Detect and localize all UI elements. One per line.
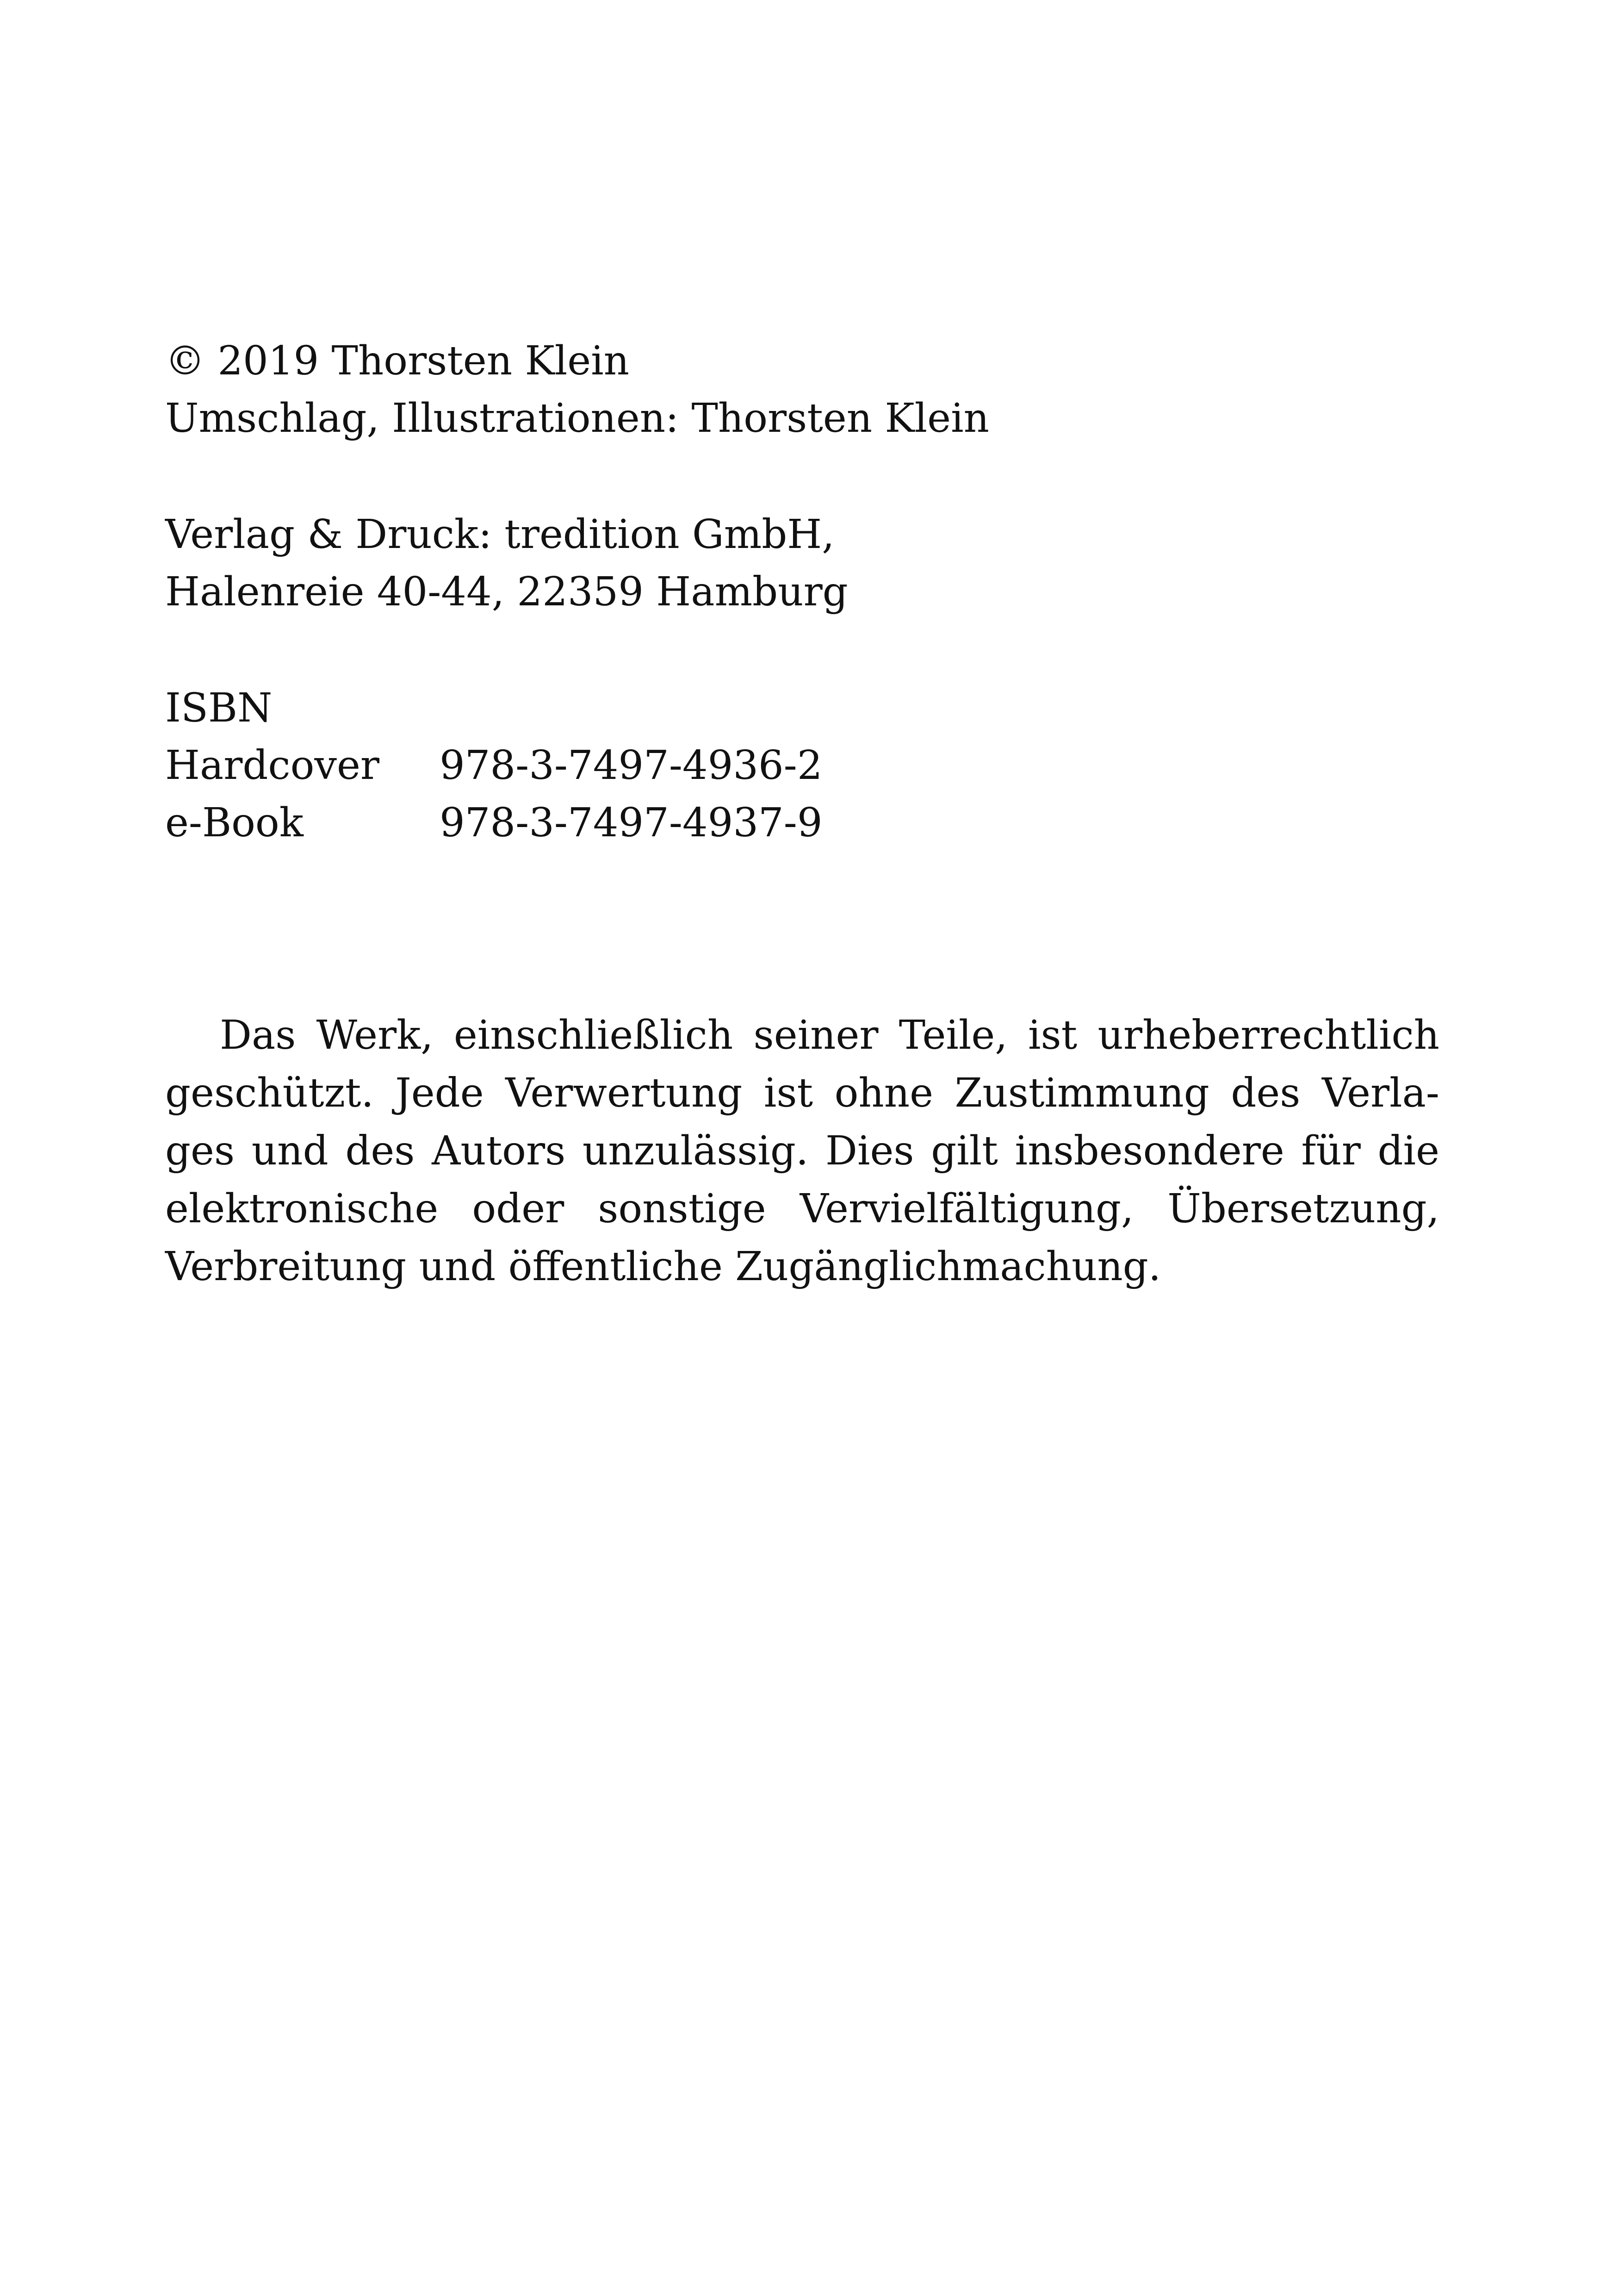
publisher-address-line: Halenreie 40-44, 22359 Hamburg (165, 569, 848, 615)
copyright-notice-paragraph (165, 1007, 1439, 1296)
isbn-number: 978-3-7497-4937-9 (440, 800, 823, 846)
notice-line: geschützt. Jede Verwertung ist ohne Zustimmung des Verla- (165, 1070, 1439, 1116)
cover-credit-line: Umschlag, Illustrationen: Thorsten Klein (165, 395, 989, 442)
isbn-heading: ISBN (165, 685, 273, 731)
notice-line: ges und des Autors unzulässig. Dies gilt insbesondere für die (165, 1128, 1439, 1174)
isbn-number: 978-3-7497-4936-2 (440, 742, 823, 789)
publisher-line: Verlag & Druck: tredition GmbH, (165, 511, 835, 558)
notice-line: Verbreitung und öffentliche Zugänglichmachung. (165, 1244, 1161, 1290)
isbn-format-label: e-Book (165, 800, 304, 846)
notice-line: Das Werk, einschließlich seiner Teile, ist urheberrechtlich (220, 1012, 1439, 1058)
copyright-line: © 2019 Thorsten Klein (165, 338, 630, 384)
isbn-format-label: Hardcover (165, 742, 379, 789)
notice-line: elektronische oder sonstige Vervielfältigung, Übersetzung, (165, 1186, 1439, 1232)
